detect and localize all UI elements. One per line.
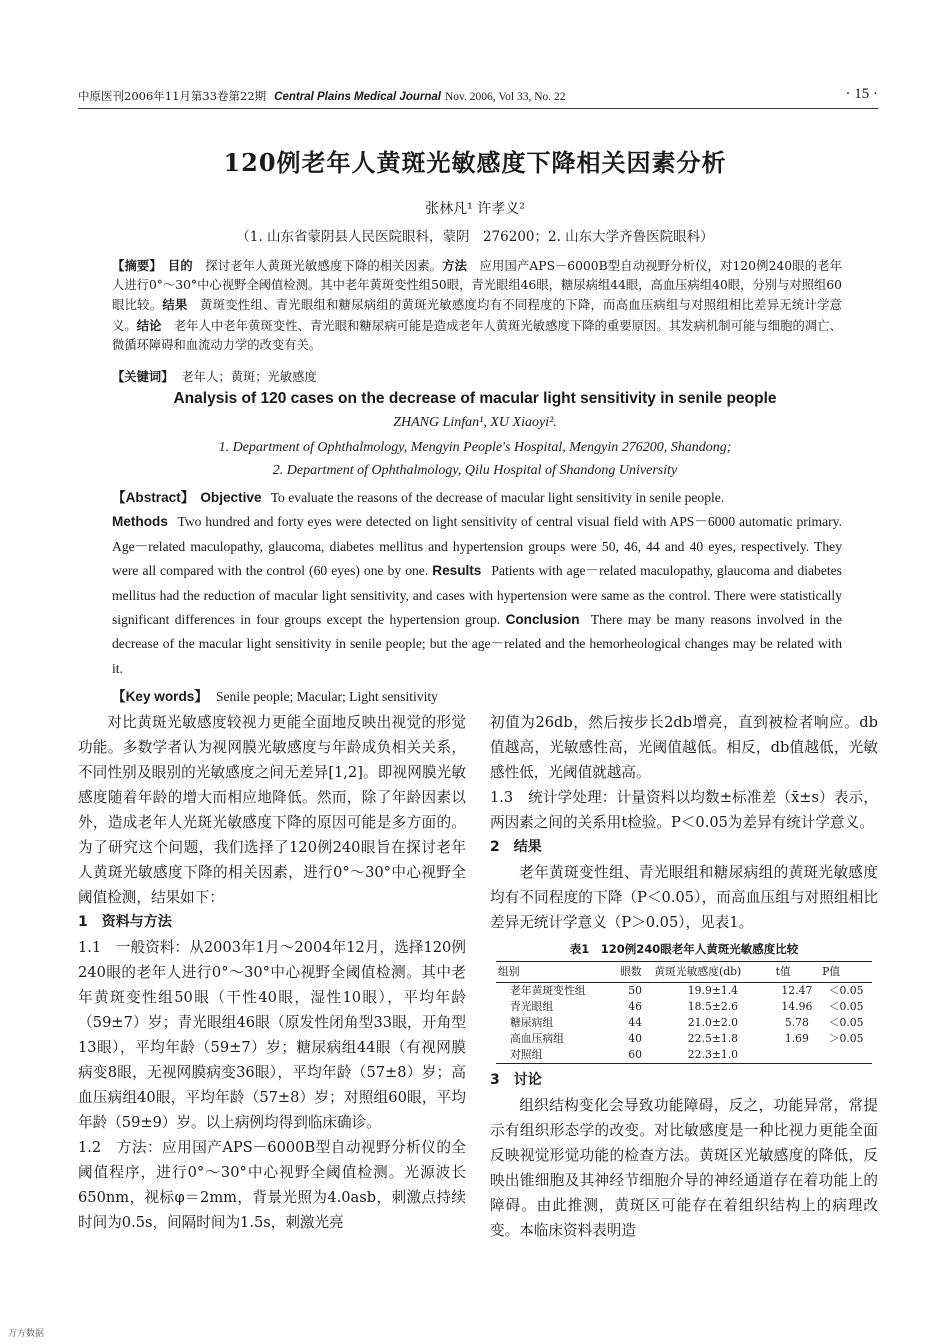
table-cell bbox=[820, 1047, 872, 1064]
paper-authors-en: ZHANG Linfan¹, XU Xiaoyi². bbox=[393, 415, 557, 430]
paper-affiliation-en-2: 2. Department of Ophthalmology, Qilu Hospital of Shandong University bbox=[272, 463, 678, 478]
results-cn: 黄斑变性组、青光眼组和糖尿病组的黄斑光敏感度均有不同程度的下降，而高血压病组与对照组相比差异无统计学意义。 bbox=[112, 298, 842, 333]
table-cell: 46 bbox=[628, 1000, 643, 1013]
paper-authors: 张林凡¹ 许孝义² bbox=[425, 201, 525, 217]
footer-watermark: 万方数据 bbox=[8, 1329, 45, 1339]
abstract-en-label: 【Abstract】 bbox=[112, 490, 195, 505]
table-cell: 50 bbox=[628, 984, 643, 997]
table-cell: 老年黄斑变性组 bbox=[510, 984, 586, 997]
table-cell: 21.0±2.0 bbox=[687, 1016, 739, 1029]
table-cell: 高血压病组 bbox=[510, 1032, 564, 1045]
table-cell: 青光眼组 bbox=[510, 1000, 554, 1013]
intro-paragraph: 对比黄斑光敏感度较视力更能全面地反映出视觉的形觉功能。多数学者认为视网膜光敏感度与年龄成负相关关系，不同性别及眼别的光敏感度之间无差异[1,2]。即视网膜光敏感度随着年龄的增大而相应地降低。然而，除了年龄因素以外，造成老年人光斑光敏感度下降的原因可能是多方面的。为了研究这个问题，我们选择了120例240眼旨在探讨老年人黄斑光敏感度下降的相关因素，进行0°～30°中心视野全阈值检测，结果如下： bbox=[78, 714, 466, 906]
conclusion-cn: 老年人中老年黄斑变性、青光眼和糖尿病可能是造成老年人黄斑光敏感度下降的重要原因。其发病机制可能与细胞的凋亡、微循环障碍和血流动力学的改变有关。 bbox=[112, 318, 842, 352]
methods-cn: 应用国产APS－6000B型自动视野分析仪，对120例240眼的老年人进行0°～30°中心视野全阈值检测。其中老年黄斑变性组50眼，青光眼组46眼，糖尿病组44眼，高血压病组40眼，分别与对照组60眼比较。 bbox=[112, 259, 842, 313]
results-label-en: Results bbox=[432, 563, 482, 579]
table-cell bbox=[774, 1047, 821, 1064]
conclusion-en: There may be many reasons involved in the decrease of the macular light sensitivity in senile people; but the age－related and the hemorheological changes may be related with it. bbox=[112, 612, 843, 676]
journal-issue-en: Nov. 2006, Vol 33, No. 22 bbox=[444, 91, 566, 103]
abstract-cn-label: 【摘要】 bbox=[112, 258, 162, 273]
header-rule bbox=[78, 108, 878, 109]
objective-en: To evaluate the reasons of the decrease of macular light sensitivity in senile people. bbox=[270, 490, 725, 505]
journal-name-cn: 中原医刊2006年11月第33卷第22期 bbox=[78, 89, 267, 103]
table-cell: 18.5±2.6 bbox=[687, 1000, 739, 1013]
table-cell: 14.96 bbox=[781, 1000, 813, 1013]
keywords-cn bbox=[112, 367, 842, 385]
results-label-cn: 结果 bbox=[162, 297, 188, 313]
methods-label-en: Methods bbox=[112, 514, 168, 530]
table-cell: 1.69 bbox=[784, 1032, 809, 1045]
table-cell: 12.47 bbox=[781, 984, 813, 997]
table-cell: 5.78 bbox=[784, 1016, 809, 1029]
table-cell: ＜0.05 bbox=[828, 1016, 864, 1029]
table-cell: 22.3±1.0 bbox=[652, 1047, 773, 1064]
section-heading-3: 3 讨论 bbox=[490, 1072, 542, 1088]
objective-label-cn: 目的 bbox=[167, 258, 193, 273]
paper-title: 120例老年人黄斑光敏感度下降相关因素分析 bbox=[223, 148, 727, 177]
keywords-en-label: 【Key words】 bbox=[112, 689, 208, 704]
table-header-cell: t值 bbox=[774, 962, 821, 983]
table-cell: 44 bbox=[628, 1016, 643, 1029]
keywords-cn-text: 老年人；黄斑；光敏感度 bbox=[181, 370, 317, 384]
table-1 bbox=[496, 961, 872, 1064]
table-cell: ＞0.05 bbox=[828, 1032, 864, 1045]
running-header bbox=[78, 88, 878, 108]
keywords-en-text: Senile people; Macular; Light sensitivity bbox=[215, 689, 438, 704]
paragraph-1-1: 1.1 一般资料：从2003年1月～2004年12月，选择120例240眼的老年人进行0°～30°中心视野全阈值检测。其中老年黄斑变性组50眼（干性40眼，湿性10眼），平均年龄（59±7）岁；青光眼组46眼（原发性闭角型33眼，开角型13眼），平均年龄（59±7）岁；糖尿病组44眼（有视网膜病变8眼，无视网膜病变36眼），平均年龄（57±8）岁；高血压病组40眼，平均年龄（57±8）岁；对照组60眼，平均年龄（59±9）岁。以上病例均得到临床确诊。 bbox=[78, 939, 466, 1131]
table-cell: 糖尿病组 bbox=[510, 1016, 554, 1029]
results-en: Patients with age－related maculopathy, glaucoma and diabetes mellitus had the reduction of macular light sensitivity, and cases with hypertension were same as the control. There were statistically significant differences in four groups except the hypertension group. bbox=[112, 563, 842, 628]
paragraph-1-3: 1.3 统计学处理：计量资料以均数±标准差（x̄±s）表示，两因素之间的关系用t检验。P＜0.05为差异有统计学意义。 bbox=[490, 789, 878, 831]
abstract-en bbox=[112, 486, 842, 681]
page-number: · 15 · bbox=[845, 86, 878, 102]
table-cell: ＜0.05 bbox=[828, 1000, 864, 1013]
table-cell: ＜0.05 bbox=[828, 984, 864, 997]
table-header-cell: 眼数 bbox=[618, 962, 652, 983]
table-row bbox=[496, 1031, 872, 1047]
paper-affiliation: （1. 山东省蒙阴县人民医院眼科，蒙阴 276200；2. 山东大学齐鲁医院眼科） bbox=[236, 229, 714, 245]
table-header-row bbox=[496, 962, 872, 983]
methods-en: Two hundred and forty eyes were detected on light sensitivity of central visual field with APS－6000 automatic primary. Age－related maculopathy, glaucoma, diabetes mellitus and hypertension groups were 50, 46, 44 and 40 eyes, respectively. They were all compared with the control (60 eyes) one by one. bbox=[112, 514, 842, 579]
section-heading-1: 1 资料与方法 bbox=[78, 914, 172, 930]
table-row bbox=[496, 983, 872, 1000]
header-journal bbox=[78, 88, 566, 104]
abstract-cn bbox=[112, 256, 842, 355]
paper-title-en: Analysis of 120 cases on the decrease of macular light sensitivity in senile people bbox=[173, 390, 777, 407]
keywords-cn-label: 【关键词】 bbox=[112, 369, 174, 384]
table-cell: 19.9±1.4 bbox=[687, 984, 739, 997]
table-caption: 表1 120例240眼老年人黄斑光敏感度比较 bbox=[569, 942, 799, 956]
objective-cn: 探讨老年人黄斑光敏感度下降的相关因素。 bbox=[205, 259, 443, 273]
table-header-cell: 组别 bbox=[496, 962, 618, 983]
paragraph-3: 组织结构变化会导致功能障碍，反之，功能异常，常提示有组织形态学的改变。对比敏感度是一种比视力更能全面反映视觉形觉功能的检查方法。黄斑区光敏感度的降低，反映出锥细胞及其神经节细胞介导的神经通道存在着功能上的障碍。由此推测，黄斑区可能存在着组织结构上的病理改变。本临床资料表明造 bbox=[490, 1097, 878, 1239]
table-cell: 40 bbox=[628, 1032, 643, 1045]
table-cell: 22.5±1.8 bbox=[687, 1032, 739, 1045]
table-header-cell: 黄斑光敏感度(db) bbox=[652, 962, 773, 983]
conclusion-label-cn: 结论 bbox=[136, 317, 162, 333]
table-cell: 60 bbox=[618, 1047, 652, 1064]
paragraph-1-2: 1.2 方法：应用国产APS－6000B型自动视野分析仪的全阈值程序，进行0°～30°中心视野全阈值检测。光源波长650nm，视标φ＝2mm，背景光照为4.0asb，刺激点持续时间为0.5s，间隔时间为1.5s，刺激光亮 bbox=[78, 1139, 466, 1231]
body-right-column bbox=[490, 710, 878, 1243]
paper-affiliation-en-1: 1. Department of Ophthalmology, Mengyin People's Hospital, Mengyin 276200, Shandong; bbox=[218, 440, 732, 455]
body-left-column bbox=[78, 710, 466, 1235]
journal-name-en: Central Plains Medical Journal bbox=[274, 91, 441, 103]
table-row bbox=[496, 999, 872, 1015]
conclusion-label-en: Conclusion bbox=[505, 612, 580, 628]
paragraph-2: 老年黄斑变性组、青光眼组和糖尿病组的黄斑光敏感度均有不同程度的下降（P＜0.05），而高血压组与对照组相比差异无统计学意义（P＞0.05），见表1。 bbox=[490, 864, 878, 931]
methods-label-cn: 方法 bbox=[442, 258, 468, 273]
table-cell: 对照组 bbox=[496, 1047, 618, 1064]
objective-label-en: Objective bbox=[200, 490, 262, 505]
keywords-en bbox=[112, 685, 842, 705]
table-row bbox=[496, 1015, 872, 1031]
section-heading-2: 2 结果 bbox=[490, 839, 542, 855]
table-row bbox=[496, 1047, 872, 1064]
paragraph-1-2-continued: 初值为26db，然后按步长2db增亮，直到被检者响应。db值越高，光敏感性高，光阈值越低。相反，db值越低，光敏感性低，光阈值就越高。 bbox=[490, 714, 878, 781]
table-header-cell: P值 bbox=[820, 962, 872, 983]
